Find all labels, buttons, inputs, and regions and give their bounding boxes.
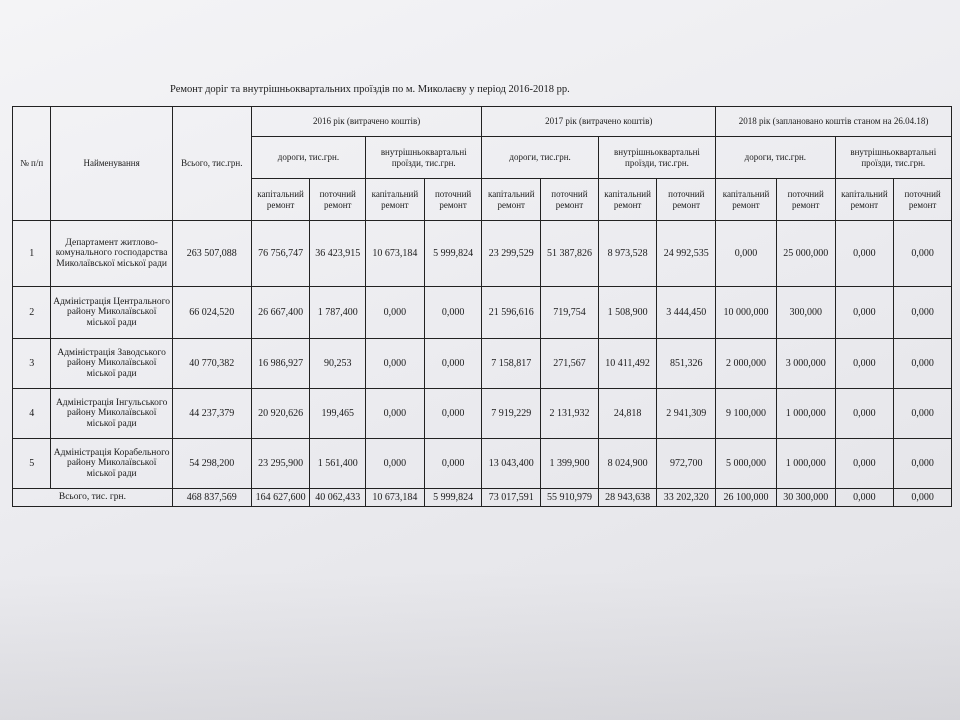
col-header-no: № п/п [13, 107, 51, 221]
cell-value: 0,000 [424, 287, 482, 339]
row-number: 2 [13, 287, 51, 339]
cell-value: 24,818 [598, 389, 657, 439]
row-name: Адміністрація Заводського району Миколаївської міської ради [51, 339, 172, 389]
cell-value: 972,700 [657, 439, 716, 489]
header-current: поточний ремонт [657, 179, 716, 221]
row-total: 44 237,379 [172, 389, 251, 439]
cell-value: 90,253 [310, 339, 366, 389]
cell-value: 0,000 [366, 339, 425, 389]
cell-value: 76 756,747 [251, 221, 310, 287]
header-2017: 2017 рік (витрачено коштів) [482, 107, 716, 137]
header-2016-inner: внутрішньоквартальні проїзди, тис.грн. [366, 137, 482, 179]
cell-value: 10 411,492 [598, 339, 657, 389]
total-value: 55 910,979 [541, 489, 599, 507]
cell-value: 25 000,000 [776, 221, 835, 287]
cell-value: 1 000,000 [776, 439, 835, 489]
total-value: 73 017,591 [482, 489, 541, 507]
cell-value: 851,326 [657, 339, 716, 389]
col-header-total: Всього, тис.грн. [172, 107, 251, 221]
header-current: поточний ремонт [541, 179, 599, 221]
total-value: 30 300,000 [776, 489, 835, 507]
cell-value: 0,000 [894, 339, 952, 389]
header-capital: капітальний ремонт [251, 179, 310, 221]
table-row [13, 389, 952, 439]
cell-value: 0,000 [835, 339, 894, 389]
header-current: поточний ремонт [894, 179, 952, 221]
col-header-name: Найменування [51, 107, 172, 221]
cell-value: 51 387,826 [541, 221, 599, 287]
table-row [13, 439, 952, 489]
cell-value: 2 131,932 [541, 389, 599, 439]
totals-label: Всього, тис. грн. [13, 489, 173, 507]
header-current: поточний ремонт [310, 179, 366, 221]
total-value: 33 202,320 [657, 489, 716, 507]
cell-value: 0,000 [424, 439, 482, 489]
total-value: 0,000 [894, 489, 952, 507]
cell-value: 36 423,915 [310, 221, 366, 287]
cell-value: 2 941,309 [657, 389, 716, 439]
total-value: 40 062,433 [310, 489, 366, 507]
header-capital: капітальний ремонт [716, 179, 777, 221]
cell-value: 0,000 [835, 287, 894, 339]
header-2018-roads: дороги, тис.грн. [716, 137, 835, 179]
cell-value: 0,000 [894, 221, 952, 287]
total-value: 5 999,824 [424, 489, 482, 507]
cell-value: 1 000,000 [776, 389, 835, 439]
cell-value: 0,000 [835, 221, 894, 287]
cell-value: 10 000,000 [716, 287, 777, 339]
cell-value: 23 299,529 [482, 221, 541, 287]
cell-value: 10 673,184 [366, 221, 425, 287]
header-2017-inner: внутрішньоквартальні проїзди, тис.грн. [598, 137, 715, 179]
row-name: Адміністрація Інгульського району Миколаївської міської ради [51, 389, 172, 439]
cell-value: 0,000 [835, 439, 894, 489]
document-title: Ремонт доріг та внутрішньоквартальних проїздів по м. Миколаєву у період 2016-2018 рр. [170, 84, 570, 95]
totals-row [13, 489, 952, 507]
cell-value: 23 295,900 [251, 439, 310, 489]
cell-value: 3 444,450 [657, 287, 716, 339]
cell-value: 2 000,000 [716, 339, 777, 389]
row-total: 263 507,088 [172, 221, 251, 287]
total-value: 0,000 [835, 489, 894, 507]
cell-value: 719,754 [541, 287, 599, 339]
cell-value: 0,000 [366, 439, 425, 489]
cell-value: 1 561,400 [310, 439, 366, 489]
cell-value: 21 596,616 [482, 287, 541, 339]
header-2018-inner: внутрішньоквартальні проїзди, тис.грн. [835, 137, 951, 179]
header-row-years [13, 107, 952, 137]
cell-value: 1 787,400 [310, 287, 366, 339]
row-total: 66 024,520 [172, 287, 251, 339]
total-value: 26 100,000 [716, 489, 777, 507]
total-value: 164 627,600 [251, 489, 310, 507]
cell-value: 9 100,000 [716, 389, 777, 439]
cell-value: 20 920,626 [251, 389, 310, 439]
repair-costs-table [12, 106, 952, 507]
row-name: Департамент житлово-комунального господарства Миколаївської міської ради [51, 221, 172, 287]
cell-value: 0,000 [366, 389, 425, 439]
cell-value: 0,000 [894, 389, 952, 439]
cell-value: 0,000 [835, 389, 894, 439]
cell-value: 1 399,900 [541, 439, 599, 489]
cell-value: 26 667,400 [251, 287, 310, 339]
header-2016-roads: дороги, тис.грн. [251, 137, 365, 179]
cell-value: 0,000 [894, 439, 952, 489]
header-2018: 2018 рік (заплановано коштів станом на 26.04.18) [716, 107, 952, 137]
cell-value: 0,000 [716, 221, 777, 287]
table-row [13, 287, 952, 339]
header-2016: 2016 рік (витрачено коштів) [251, 107, 482, 137]
row-number: 3 [13, 339, 51, 389]
cell-value: 3 000,000 [776, 339, 835, 389]
table-row [13, 221, 952, 287]
table-row [13, 339, 952, 389]
cell-value: 5 999,824 [424, 221, 482, 287]
row-name: Адміністрація Корабельного району Миколаївської міської ради [51, 439, 172, 489]
cell-value: 1 508,900 [598, 287, 657, 339]
header-2017-roads: дороги, тис.грн. [482, 137, 598, 179]
header-capital: капітальний ремонт [835, 179, 894, 221]
cell-value: 5 000,000 [716, 439, 777, 489]
cell-value: 24 992,535 [657, 221, 716, 287]
header-current: поточний ремонт [776, 179, 835, 221]
cell-value: 7 158,817 [482, 339, 541, 389]
cell-value: 0,000 [894, 287, 952, 339]
totals-total: 468 837,569 [172, 489, 251, 507]
row-number: 1 [13, 221, 51, 287]
header-capital: капітальний ремонт [482, 179, 541, 221]
cell-value: 271,567 [541, 339, 599, 389]
paper-shadow [0, 570, 960, 720]
cell-value: 0,000 [366, 287, 425, 339]
header-current: поточний ремонт [424, 179, 482, 221]
cell-value: 199,465 [310, 389, 366, 439]
cell-value: 16 986,927 [251, 339, 310, 389]
row-number: 4 [13, 389, 51, 439]
cell-value: 13 043,400 [482, 439, 541, 489]
total-value: 10 673,184 [366, 489, 425, 507]
cell-value: 0,000 [424, 389, 482, 439]
row-name: Адміністрація Центрального району Миколаївської міської ради [51, 287, 172, 339]
cell-value: 7 919,229 [482, 389, 541, 439]
total-value: 28 943,638 [598, 489, 657, 507]
cell-value: 8 973,528 [598, 221, 657, 287]
cell-value: 0,000 [424, 339, 482, 389]
cell-value: 8 024,900 [598, 439, 657, 489]
header-capital: капітальний ремонт [598, 179, 657, 221]
row-total: 40 770,382 [172, 339, 251, 389]
cell-value: 300,000 [776, 287, 835, 339]
row-number: 5 [13, 439, 51, 489]
row-total: 54 298,200 [172, 439, 251, 489]
header-capital: капітальний ремонт [366, 179, 425, 221]
